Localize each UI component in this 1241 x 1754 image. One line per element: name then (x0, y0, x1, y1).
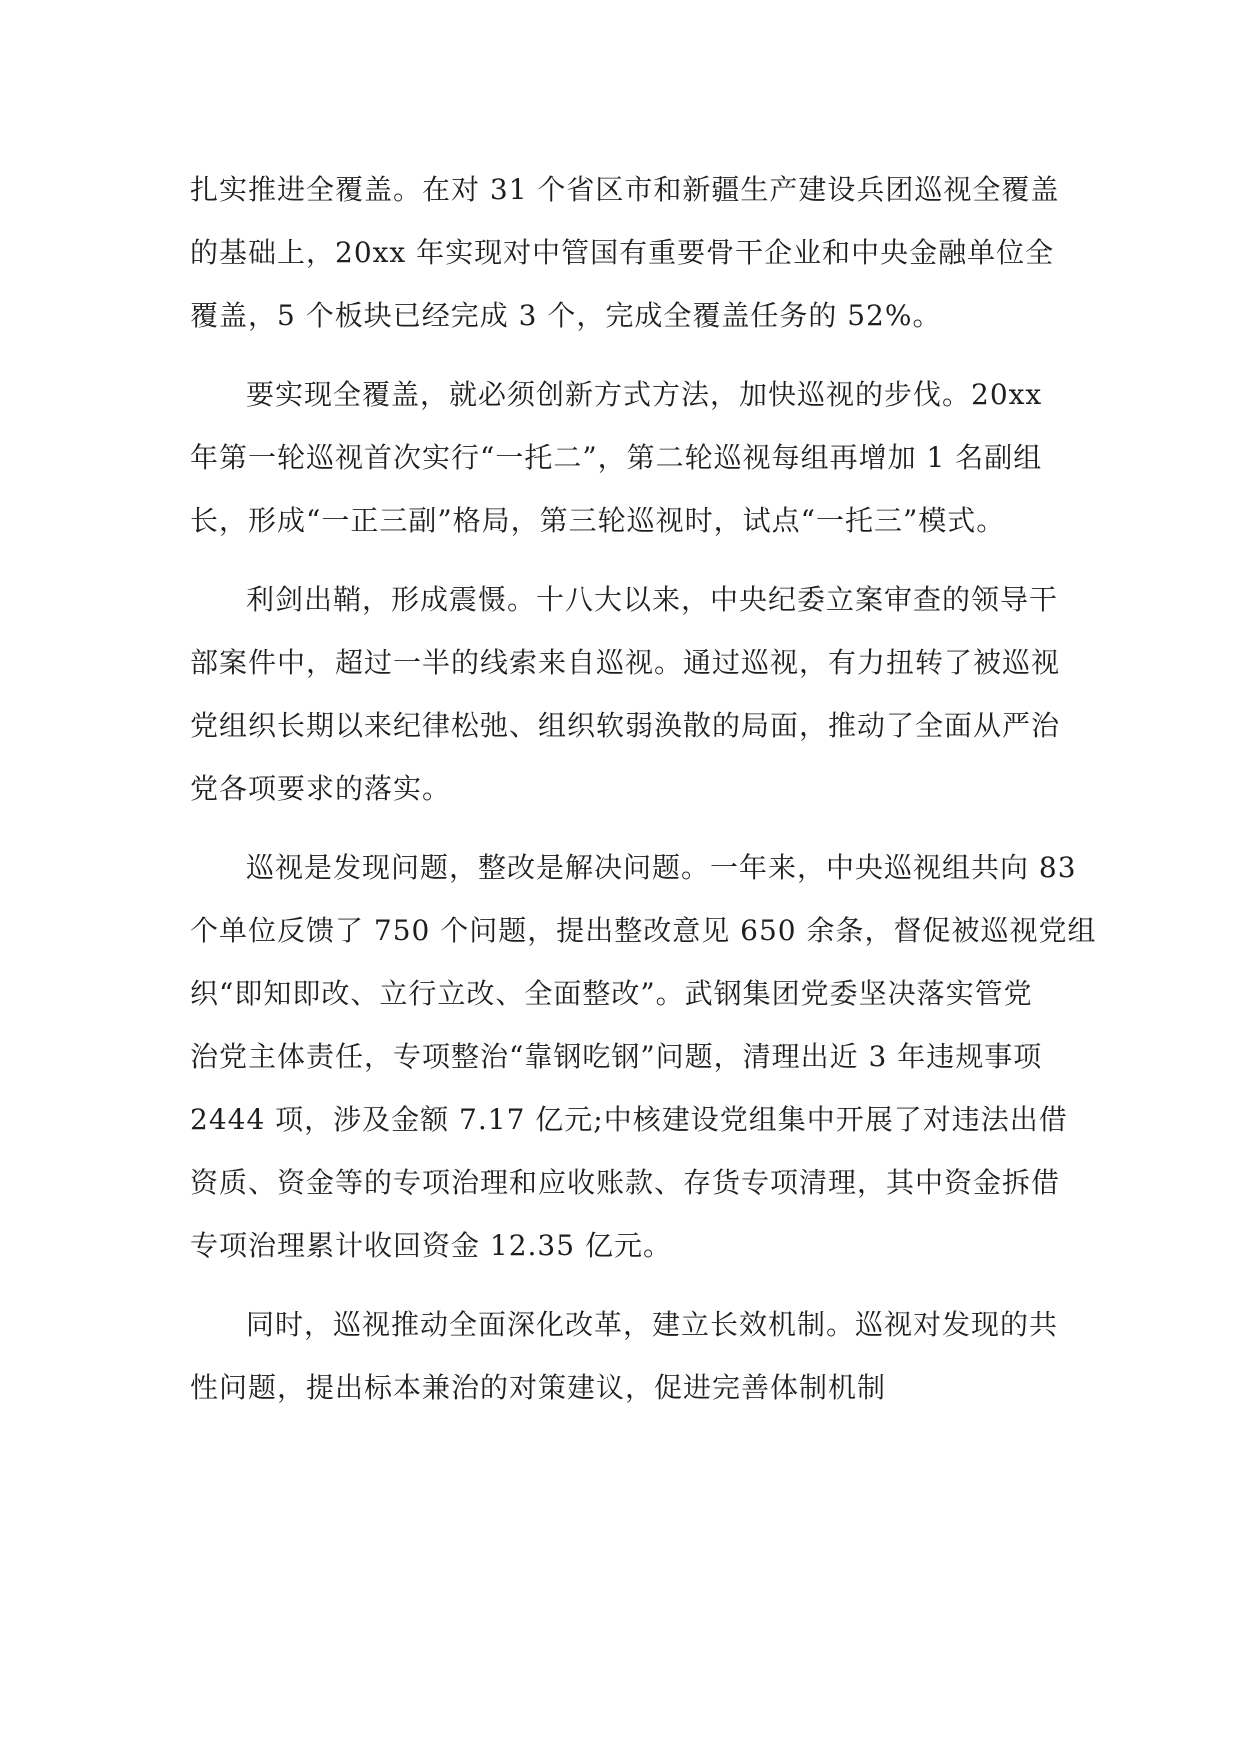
text-line: 长，形成“一正三副”格局，第三轮巡视时，试点“一托三”模式。 (190, 504, 1006, 537)
text-line: 性问题，提出标本兼治的对策建议，促进完善体制机制 (190, 1371, 887, 1404)
text-line: 巡视是发现问题，整改是解决问题。一年来，中央巡视组共向 83 (246, 851, 1077, 884)
text-line: 利剑出鞘，形成震慑。十八大以来，中央纪委立案审查的领导干 (246, 583, 1059, 616)
paragraph (190, 568, 1061, 820)
text-line: 专项治理累计收回资金 12.35 亿元。 (190, 1229, 672, 1262)
text-line: 年第一轮巡视首次实行“一托二”，第二轮巡视每组再增加 1 名副组 (190, 441, 1043, 474)
document-body (190, 158, 1097, 1419)
text-line: 2444 项，涉及金额 7.17 亿元;中核建设党组集中开展了对违法出借 (190, 1103, 1068, 1136)
paragraph (190, 1293, 1059, 1419)
text-line: 同时，巡视推动全面深化改革，建立长效机制。巡视对发现的共 (246, 1308, 1059, 1341)
text-line: 扎实推进全覆盖。在对 31 个省区市和新疆生产建设兵团巡视全覆盖 (190, 173, 1060, 206)
text-line: 部案件中，超过一半的线索来自巡视。通过巡视，有力扭转了被巡视 (190, 646, 1061, 679)
text-line: 的基础上，20xx 年实现对中管国有重要骨干企业和中央金融单位全 (190, 236, 1055, 269)
paragraph (190, 363, 1054, 552)
text-line: 要实现全覆盖，就必须创新方式方法，加快巡视的步伐。20xx (246, 378, 1043, 411)
paragraph (190, 158, 1060, 347)
paragraph (190, 836, 1097, 1277)
text-line: 党各项要求的落实。 (190, 772, 452, 805)
text-line: 覆盖，5 个板块已经完成 3 个，完成全覆盖任务的 52%。 (190, 299, 942, 332)
text-line: 个单位反馈了 750 个问题，提出整改意见 650 余条，督促被巡视党组 (190, 914, 1097, 947)
text-line: 治党主体责任，专项整治“靠钢吃钢”问题，清理出近 3 年违规事项 (190, 1040, 1043, 1073)
text-line: 资质、资金等的专项治理和应收账款、存货专项清理，其中资金拆借 (190, 1166, 1061, 1199)
text-line: 党组织长期以来纪律松弛、组织软弱涣散的局面，推动了全面从严治 (190, 709, 1061, 742)
text-line: 织“即知即改、立行立改、全面整改”。武钢集团党委坚决落实管党 (190, 977, 1033, 1010)
